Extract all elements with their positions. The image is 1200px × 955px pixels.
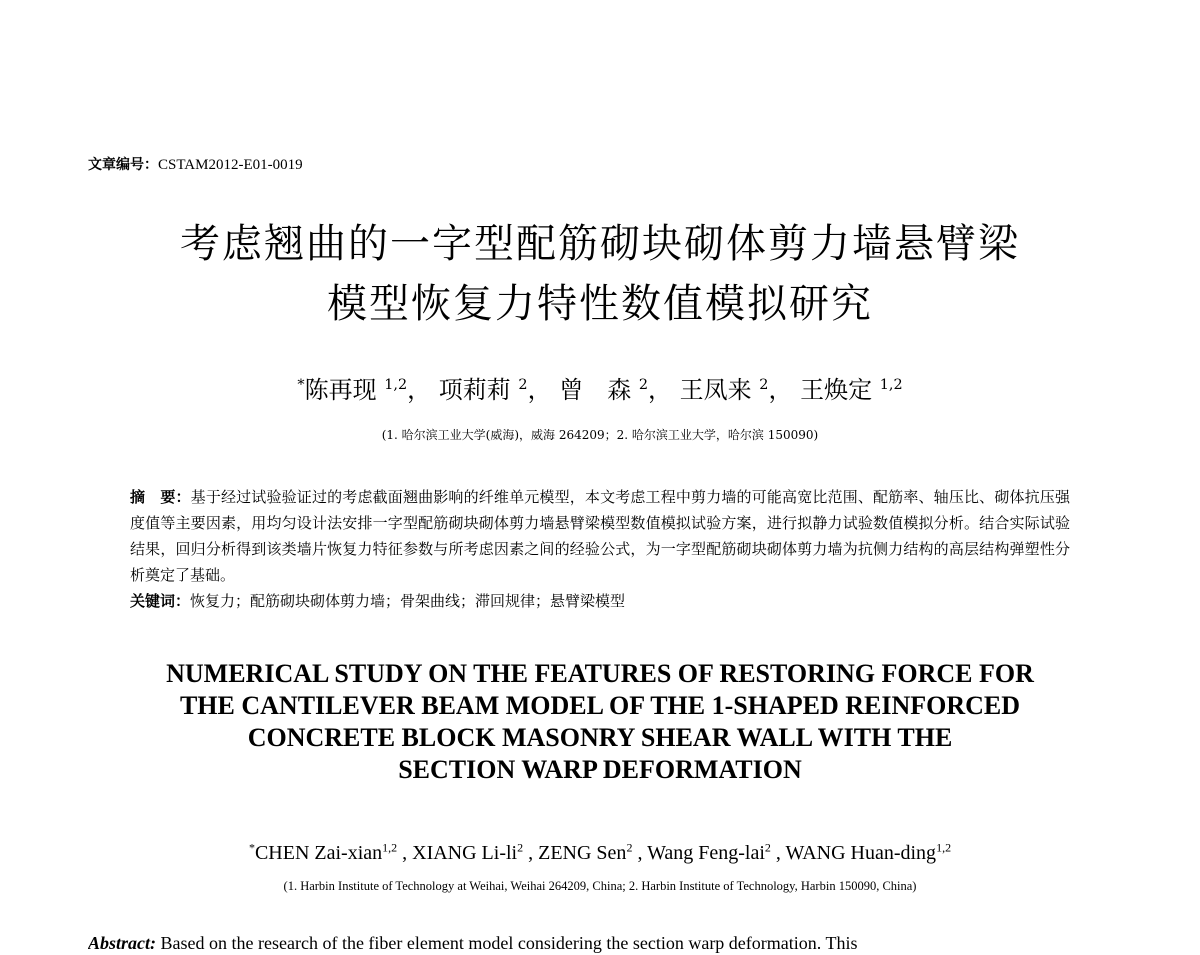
english-title-line: NUMERICAL STUDY ON THE FEATURES OF RESTORING FORCE FOR (166, 659, 1034, 688)
english-abstract (88, 931, 1118, 955)
author: Wang Feng-lai$^2$ , (647, 840, 786, 864)
author: 王焕定 $^{1,2}$ (800, 376, 903, 404)
english-title (0, 658, 1200, 786)
author: XIANG $Li-li^2$ , (412, 840, 539, 864)
article-number (88, 154, 303, 174)
chinese-affiliation: (1. 哈尔滨工业大学(威海)，威海 264209；2. 哈尔滨工业大学，哈尔滨 150090) (381, 428, 819, 442)
author: WANG Huan-ding$^{1,2}$ (785, 840, 952, 864)
chinese-keywords (130, 588, 1070, 614)
keywords-text: 恢复力；配筋砌块砌体剪力墙；骨架曲线；滞回规律；悬臂梁模型 (190, 592, 626, 610)
author: *CHEN Zai-xian$^{1,2}$ , (248, 840, 413, 864)
chinese-title-line: 考虑翘曲的一字型配筋砌块砌体剪力墙悬臂梁 (180, 221, 1020, 267)
english-abstract-text: Based on the research of the fiber element model considering the section warp deformation. This (156, 933, 858, 953)
author: 曾 森 $^2$， (559, 376, 672, 404)
chinese-title (0, 214, 1200, 334)
author: ZENG Sen$^2$ , (538, 840, 648, 864)
english-affiliation: (1. Harbin Institute of Technology at Weihai, Weihai 264209, China; 2. Harbin Institute of Technology, Harbin 150090, China) (283, 879, 917, 893)
abstract-text: 基于经过试验验证过的考虑截面翘曲影响的纤维单元模型，本文考虑工程中剪力墙的可能高宽比范围、配筋率、轴压比、砌体抗压强度值等主要因素，用均匀设计法安排一字型配筋砌块砌体剪力墙悬臂梁模型数值模拟试验方案，进行拟静力试验数值模拟分析。结合实际试验结果，回归分析得到该类墙片恢复力特征参数与所考虑因素之间的经验公式，为一字型配筋砌块砌体剪力墙为抗侧力结构的高层结构弹塑性分析奠定了基础。 (130, 488, 1070, 584)
author: 项莉莉 $^2$， (438, 376, 552, 404)
chinese-abstract (130, 484, 1070, 588)
english-title-line: SECTION WARP DEFORMATION (398, 755, 802, 784)
author: 王凤来 $^2$， (679, 376, 793, 404)
abstract-label: 摘 要： (130, 488, 191, 506)
keywords-label: 关键词： (130, 592, 191, 610)
article-number-value: CSTAM2012-E01-0019 (158, 157, 303, 173)
chinese-title-line: 模型恢复力特性数值模拟研究 (327, 281, 873, 327)
chinese-authors (0, 370, 1200, 405)
english-title-line: THE CANTILEVER BEAM MODEL OF THE 1-SHAPED REINFORCED (179, 691, 1021, 720)
english-authors (0, 842, 1200, 865)
article-number-label: 文章编号： (88, 157, 158, 173)
english-abstract-label: Abstract: (88, 933, 157, 953)
author: *陈再现 $^{1,2}$， (297, 376, 432, 404)
english-title-line: CONCRETE BLOCK MASONRY SHEAR WALL WITH THE (247, 723, 953, 752)
